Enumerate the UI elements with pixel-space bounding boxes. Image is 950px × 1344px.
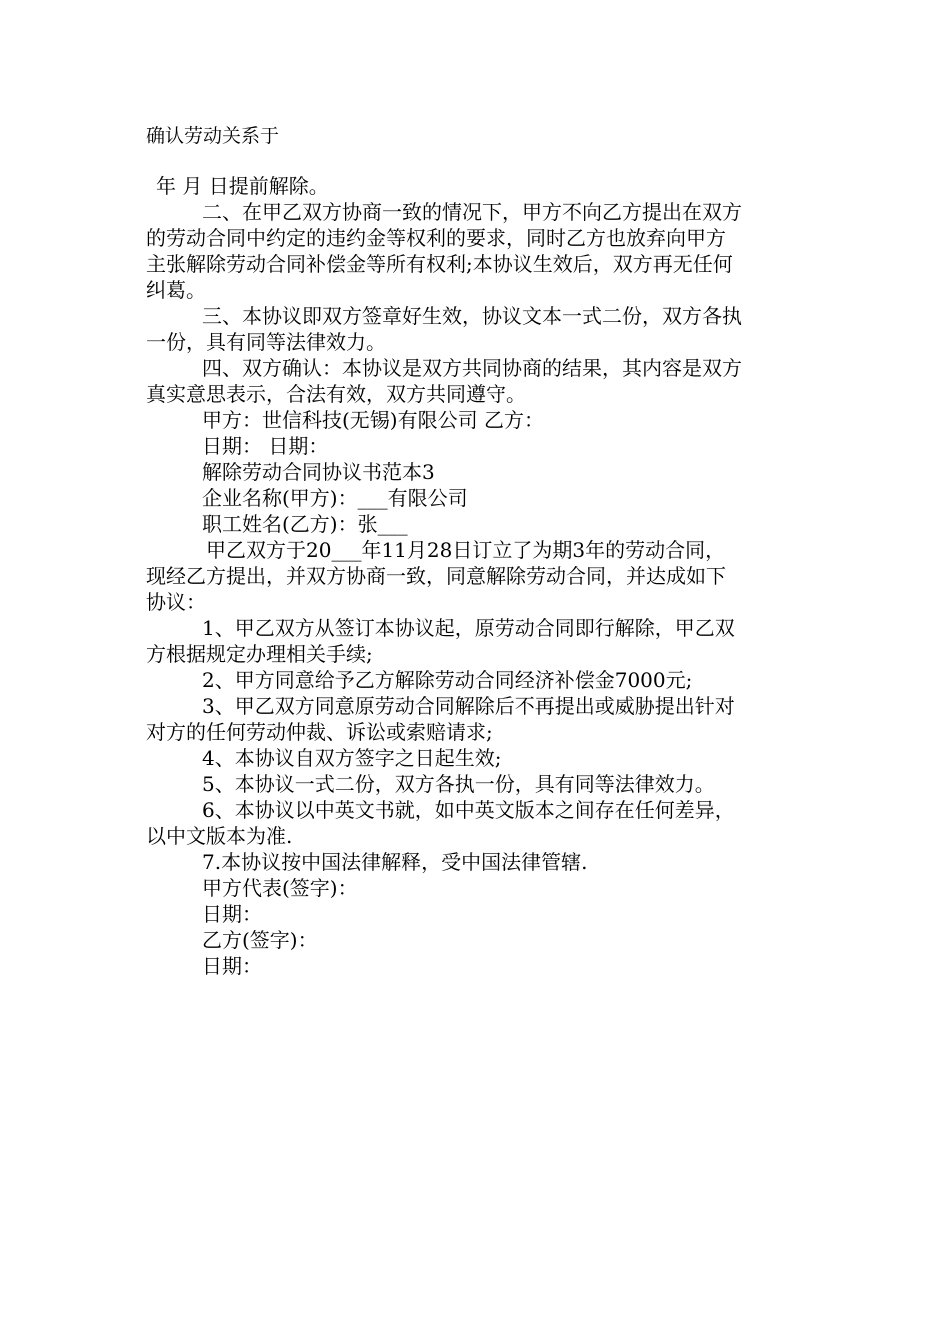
text-line: 纠葛。 <box>146 278 206 302</box>
text-line: 2、甲方同意给予乙方解除劳动合同经济补偿金7000元; <box>202 668 693 692</box>
text-line: 1、甲乙双方从签订本协议起，原劳动合同即行解除，甲乙双 <box>202 616 735 640</box>
text-line: 主张解除劳动合同补偿金等所有权利;本协议生效后，双方再无任何 <box>146 252 733 276</box>
text-line: 4、本协议自双方签字之日起生效; <box>202 746 502 770</box>
text-line: 6、本协议以中英文书就，如中英文版本之间存在任何差异， <box>202 798 735 822</box>
text-line: 协议： <box>146 590 206 614</box>
document-heading: 确认劳动关系于 <box>146 125 280 147</box>
text-line: 7.本协议按中国法律解释，受中国法律管辖. <box>202 850 588 874</box>
text-line: 对方的任何劳动仲裁、诉讼或索赔请求; <box>146 720 493 744</box>
text-line: 甲方代表(签字)： <box>202 876 358 900</box>
text-line: 四、双方确认：本协议是双方共同协商的结果，其内容是双方 <box>202 356 742 380</box>
text-line: 现经乙方提出，并双方协商一致，同意解除劳动合同，并达成如下 <box>146 564 726 588</box>
text-line: 甲乙双方于20___年11月28日订立了为期3年的劳动合同， <box>206 538 726 562</box>
text-line: 甲方：世信科技(无锡)有限公司 乙方： <box>202 408 544 432</box>
text-line: 日期： <box>202 902 262 926</box>
text-line: 方根据规定办理相关手续; <box>146 642 373 666</box>
text-line: 以中文版本为准. <box>146 824 293 848</box>
text-line: 真实意思表示，合法有效，双方共同遵守。 <box>146 382 526 406</box>
text-line: 日期： 日期： <box>202 434 329 458</box>
text-line: 职工姓名(乙方)：张___ <box>202 512 408 536</box>
text-line: 乙方(签字)： <box>202 928 318 952</box>
text-line: 解除劳动合同协议书范本3 <box>202 460 435 484</box>
text-line: 3、甲乙双方同意原劳动合同解除后不再提出或威胁提出针对 <box>202 694 735 718</box>
text-line: 企业名称(甲方)：___有限公司 <box>202 486 468 510</box>
text-line: 年 月 日提前解除。 <box>156 174 329 198</box>
text-line: 的劳动合同中约定的违约金等权利的要求，同时乙方也放弃向甲方 <box>146 226 726 250</box>
text-line: 三、本协议即双方签章好生效，协议文本一式二份，双方各执 <box>202 304 742 328</box>
text-line: 二、在甲乙双方协商一致的情况下，甲方不向乙方提出在双方 <box>202 200 742 224</box>
text-line: 一份，具有同等法律效力。 <box>146 330 386 354</box>
text-line: 5、本协议一式二份，双方各执一份，具有同等法律效力。 <box>202 772 715 796</box>
text-line: 日期： <box>202 954 262 978</box>
